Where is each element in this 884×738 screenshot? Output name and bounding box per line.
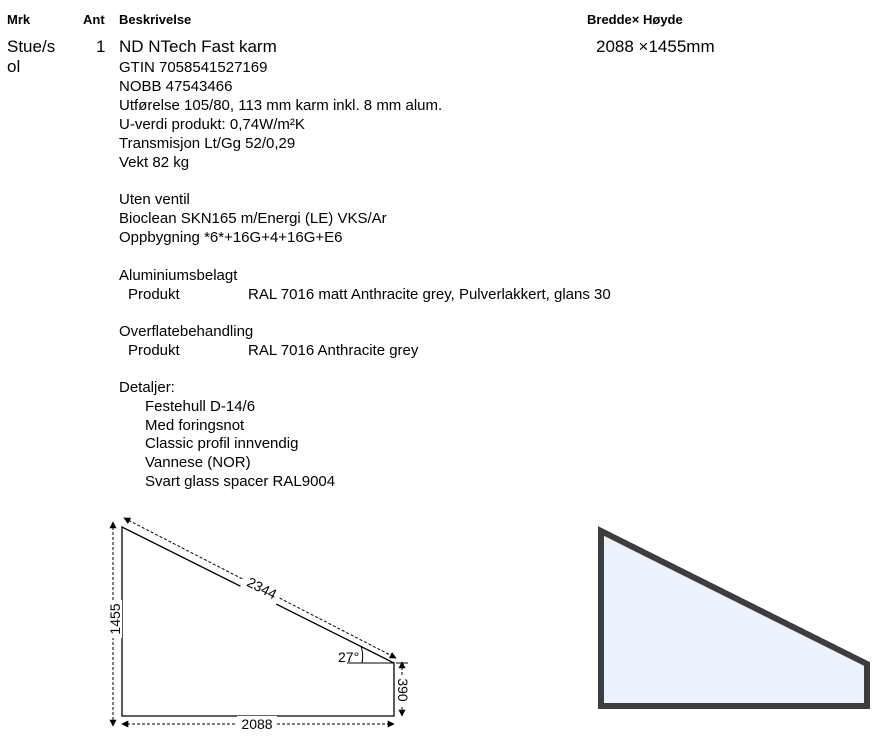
details-heading: Detaljer: — [119, 379, 175, 396]
aluminium-value: RAL 7016 matt Anthracite grey, Pulverlakkert, glans 30 — [248, 286, 611, 303]
aluminium-label: Produkt — [128, 286, 180, 303]
aluminium-heading: Aluminiumsbelagt — [119, 267, 238, 284]
angle-label: 27° — [338, 649, 360, 665]
details-item: Svart glass spacer RAL9004 — [145, 473, 336, 490]
quantity-value: 1 — [96, 37, 106, 56]
column-header-beskrivelse: Beskrivelse — [119, 12, 192, 27]
spec-line: NOBB 47543466 — [119, 78, 233, 95]
size-value: 2088 ×1455mm — [596, 37, 715, 56]
mark-value-line2: ol — [7, 57, 21, 76]
spec-line: Vekt 82 kg — [119, 154, 190, 171]
diagonal-label: 2344 — [244, 573, 280, 603]
right-height-label: 390 — [395, 678, 411, 702]
window-outline — [122, 527, 394, 716]
spec-line: GTIN 7058541527169 — [119, 59, 268, 76]
glass-line: Bioclean SKN165 m/Energi (LE) VKS/Ar — [119, 210, 387, 227]
window-preview-glass — [601, 531, 867, 706]
column-header-ant: Ant — [83, 12, 105, 27]
surface-label: Produkt — [128, 342, 180, 359]
width-label: 2088 — [241, 716, 273, 732]
product-title: ND NTech Fast karm — [119, 37, 277, 56]
glass-line: Uten ventil — [119, 191, 190, 208]
glass-line: Oppbygning *6*+16G+4+16G+E6 — [119, 229, 343, 246]
details-item: Classic profil innvendig — [145, 435, 299, 452]
surface-heading: Overflatebehandling — [119, 323, 254, 340]
angle-arc — [361, 646, 363, 663]
spec-line: U-verdi produkt: 0,74W/m²K — [119, 116, 305, 133]
spec-line: Utførelse 105/80, 113 mm karm inkl. 8 mm alum. — [119, 97, 443, 114]
column-header-mrk: Mrk — [7, 12, 31, 27]
details-item: Festehull D-14/6 — [145, 398, 256, 415]
details-item: Med foringsnot — [145, 417, 245, 434]
surface-value: RAL 7016 Anthracite grey — [248, 342, 419, 359]
column-header-bredde-hoyde: Bredde× Høyde — [587, 12, 683, 27]
mark-value-line1: Stue/s — [7, 37, 56, 56]
details-item: Vannese (NOR) — [145, 454, 251, 471]
spec-line: Transmisjon Lt/Gg 52/0,29 — [119, 135, 296, 152]
height-label: 1455 — [107, 603, 123, 635]
